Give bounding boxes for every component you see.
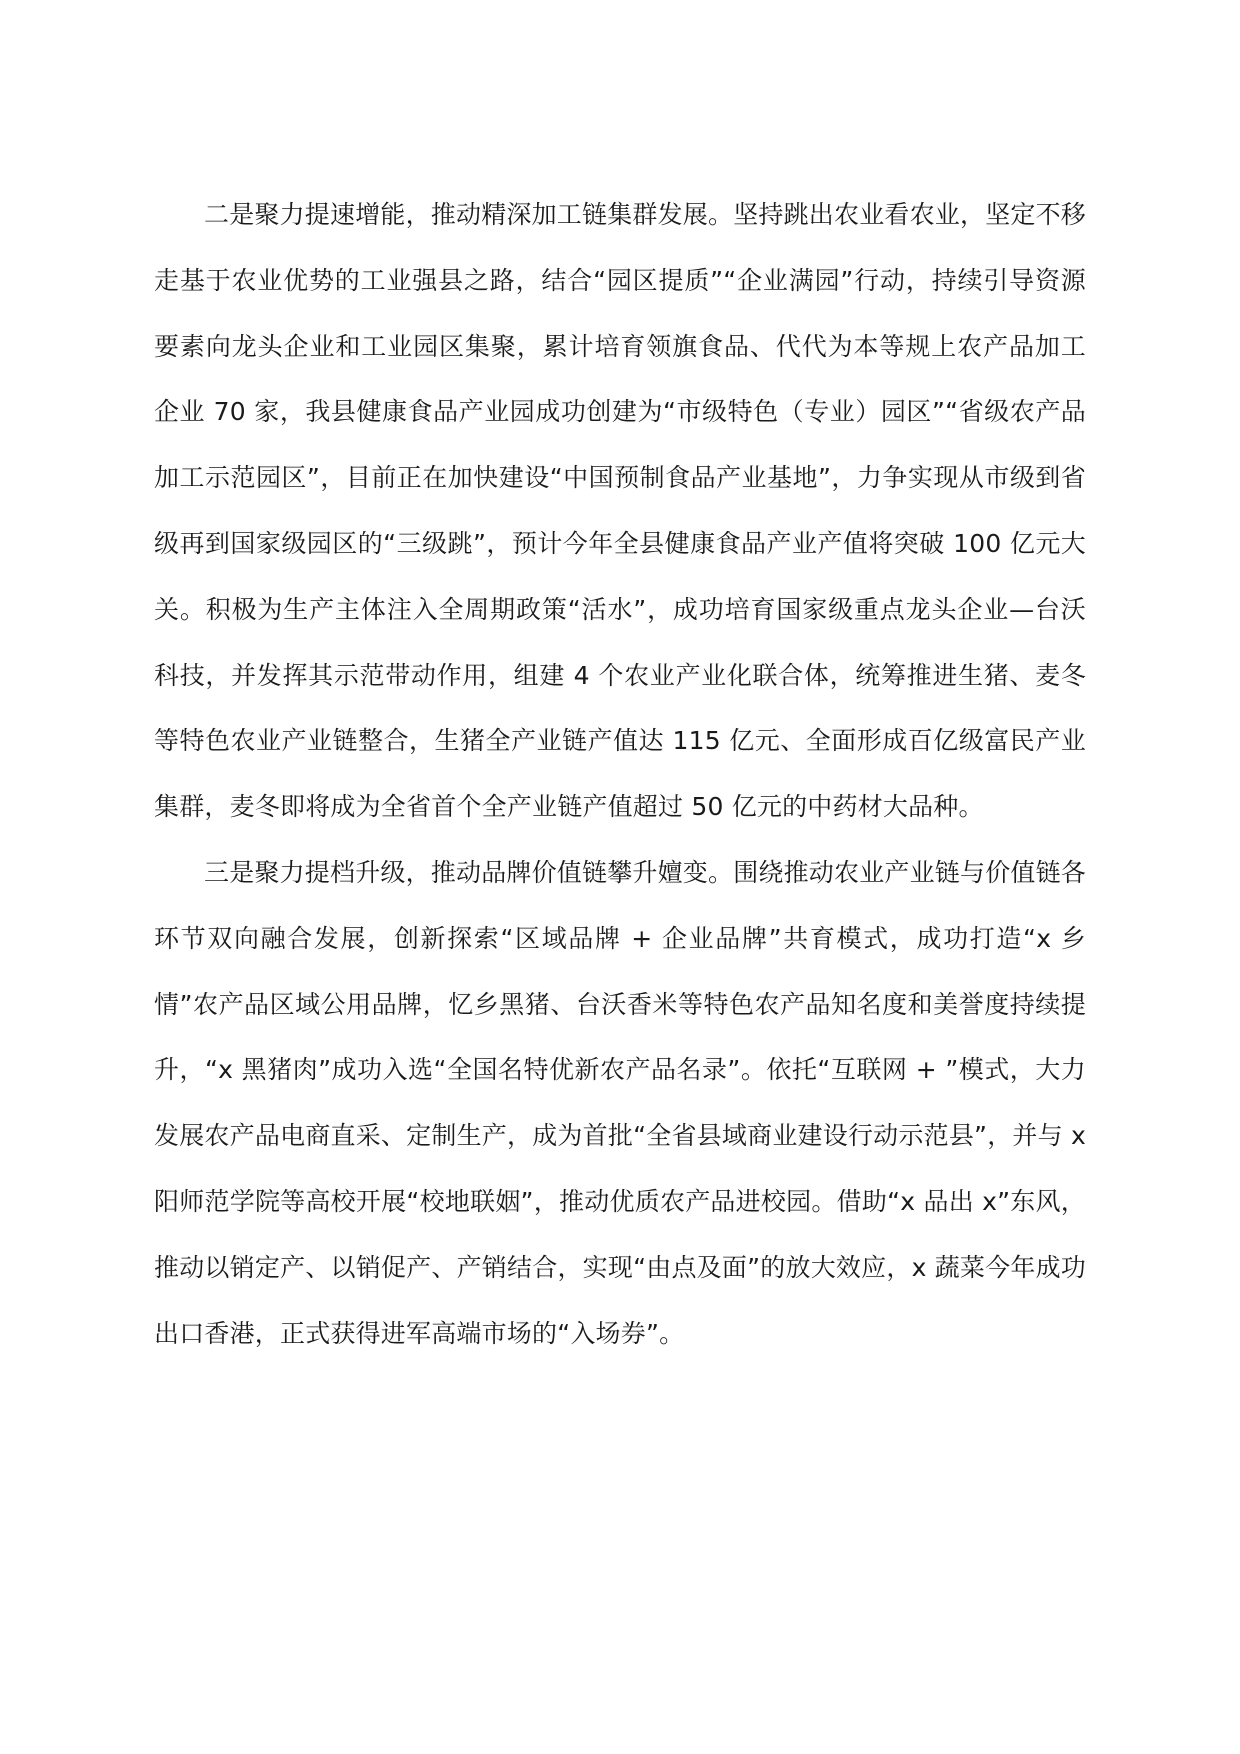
- paragraph-brand-value-chain: 三是聚力提档升级，推动品牌价值链攀升嬗变。围绕推动农业产业链与价值链各环节双向融合发展，创新探索“区域品牌 + 企业品牌”共育模式，成功打造“x 乡情”农产品区域公用品牌，忆乡黑猪、台沃香米等特色农产品知名度和美誉度持续提升，“x 黑猪肉”成功入选“全国名特优新农产品名录”。依托“互联网 + ”模式，大力发展农产品电商直采、定制生产，成为首批“全省县域商业建设行动示范县”，并与 x 阳师范学院等高校开展“校地联姻”，推动优质农产品进校园。借助“x 品出 x”东风，推动以销定产、以销促产、产销结合，实现“由点及面”的放大效应，x 蔬菜今年成功出口香港，正式获得进军高端市场的“入场券”。: [154, 857, 1087, 1348]
- paragraph-processing-chain: 二是聚力提速增能，推动精深加工链集群发展。坚持跳出农业看农业，坚定不移走基于农业优势的工业强县之路，结合“园区提质”“企业满园”行动，持续引导资源要素向龙头企业和工业园区集聚，累计培育领旗食品、代代为本等规上农产品加工企业 70 家，我县健康食品产业园成功创建为“市级特色（专业）园区”“省级农产品加工示范园区”，目前正在加快建设“中国预制食品产业基地”，力争实现从市级到省级再到国家级园区的“三级跳”，预计今年全县健康食品产业产值将突破 100 亿元大关。积极为生产主体注入全周期政策“活水”，成功培育国家级重点龙头企业—台沃科技，并发挥其示范带动作用，组建 4 个农业产业化联合体，统筹推进生猪、麦冬等特色农业产业链整合，生猪全产业链产值达 115 亿元、全面形成百亿级富民产业集群，麦冬即将成为全省首个全产业链产值超过 50 亿元的中药材大品种。: [154, 200, 1087, 822]
- document-body: [154, 182, 1086, 1366]
